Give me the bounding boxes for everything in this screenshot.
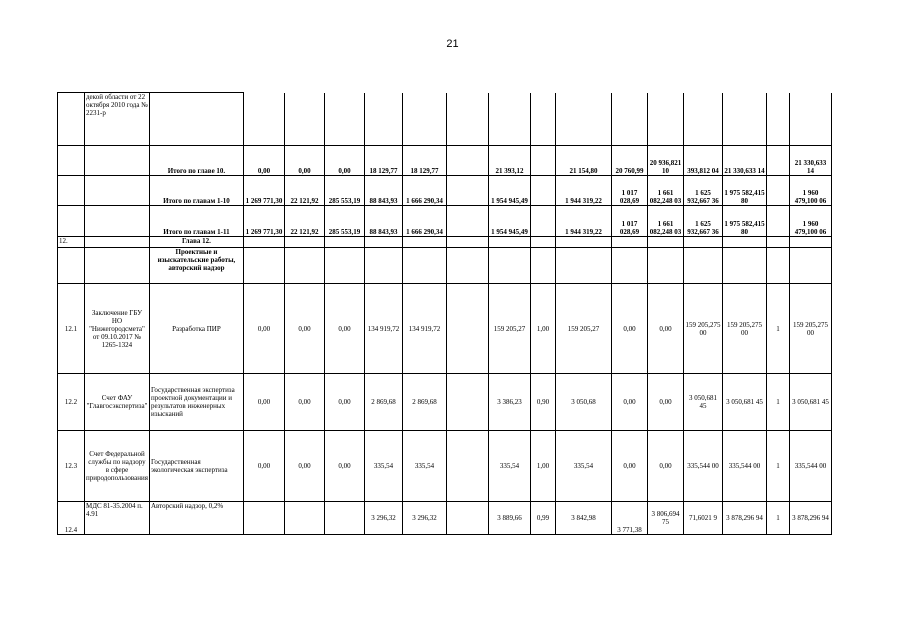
cell (766, 146, 789, 176)
cell (402, 248, 446, 284)
cell-name: Государственная экологическая экспертиза (149, 431, 243, 502)
cell: 1 960 479,100 06 (789, 176, 831, 206)
cell (446, 502, 488, 535)
cell (446, 237, 488, 248)
table-row (58, 284, 832, 374)
cell (766, 93, 789, 146)
cell: 2 869,68 (364, 374, 402, 431)
cell: 1 666 290,34 (402, 206, 446, 237)
cell (324, 502, 364, 535)
cell: 0,00 (324, 431, 364, 502)
cell (243, 237, 284, 248)
cell: 3 806,694 75 (647, 502, 683, 535)
table-row (58, 374, 832, 431)
total-label: Итого по главам 1-11 (149, 206, 243, 237)
cell (324, 237, 364, 248)
cell (555, 248, 611, 284)
cell (789, 237, 831, 248)
cell: 3 878,296 94 (789, 502, 831, 535)
cell (446, 374, 488, 431)
cell (611, 248, 647, 284)
cell (85, 248, 150, 284)
cell (58, 146, 85, 176)
cell: 335,544 00 (683, 431, 722, 502)
cell: 0,00 (284, 146, 324, 176)
cell: 0,90 (530, 374, 555, 431)
cell (683, 237, 722, 248)
cell: 20 936,821 10 (647, 146, 683, 176)
cell (766, 176, 789, 206)
cell: 18 129,77 (402, 146, 446, 176)
cell (530, 248, 555, 284)
cell: 71,6021 9 (683, 502, 722, 535)
cell: 1 944 319,22 (555, 176, 611, 206)
cell: 3 296,32 (402, 502, 446, 535)
cell: 18 129,77 (364, 146, 402, 176)
cell (284, 93, 324, 146)
cell (149, 93, 243, 146)
cell: 1 975 582,415 80 (722, 206, 766, 237)
cell (647, 248, 683, 284)
cell: 3 842,98 (555, 502, 611, 535)
total-row (58, 206, 832, 237)
cell (58, 248, 85, 284)
cell (611, 237, 647, 248)
cell: 0,00 (243, 284, 284, 374)
cell: 335,54 (488, 431, 530, 502)
cell: 159 205,27 (488, 284, 530, 374)
row-number: 12.3 (58, 431, 85, 502)
cell: 0,00 (324, 146, 364, 176)
chapter-row (58, 237, 832, 248)
cell: 3 050,681 45 (722, 374, 766, 431)
cell: 1 017 028,69 (611, 176, 647, 206)
cell: 1 954 945,49 (488, 176, 530, 206)
cell (446, 248, 488, 284)
cell: 0,00 (647, 374, 683, 431)
cell (446, 206, 488, 237)
row-number: 12.4 (58, 502, 85, 535)
chapter-title: Глава 12. (149, 237, 243, 248)
cell: 1,00 (530, 284, 555, 374)
cell-name: Разработка ПИР (149, 284, 243, 374)
cell (488, 93, 530, 146)
cell: 1 960 479,100 06 (789, 206, 831, 237)
cell: 1 017 028,69 (611, 206, 647, 237)
section-subtitle: Проектные и изыскательские работы, авторский надзор (149, 248, 243, 284)
cell (58, 93, 85, 146)
cell-basis: МДС 81-35.2004 п. 4.91 (85, 502, 150, 535)
cell-basis: Счет Федеральной службы по надзору в сфере природопользования (85, 431, 150, 502)
cell: 1 661 082,248 03 (647, 176, 683, 206)
cell: 1 666 290,34 (402, 176, 446, 206)
cell (766, 237, 789, 248)
estimate-table (57, 92, 832, 535)
total-label: Итого по главам 1-10 (149, 176, 243, 206)
cell (647, 93, 683, 146)
row-number: 12.1 (58, 284, 85, 374)
cell: 159 205,275 00 (722, 284, 766, 374)
cell: 2 869,68 (402, 374, 446, 431)
cell (284, 237, 324, 248)
cell (530, 146, 555, 176)
cell: 1 (766, 502, 789, 535)
cell: 0,99 (530, 502, 555, 535)
cell (555, 93, 611, 146)
cell (243, 93, 284, 146)
cell: 0,00 (647, 284, 683, 374)
cell (85, 176, 150, 206)
cell: 1 661 082,248 03 (647, 206, 683, 237)
cell (766, 248, 789, 284)
cell: 1 944 319,22 (555, 206, 611, 237)
cell (402, 237, 446, 248)
cell: 0,00 (284, 431, 324, 502)
cell (324, 248, 364, 284)
cell (446, 431, 488, 502)
cell: 0,00 (284, 374, 324, 431)
cell: 3 050,681 45 (789, 374, 831, 431)
cell (789, 248, 831, 284)
cell: 3 296,32 (364, 502, 402, 535)
cell: 0,00 (611, 431, 647, 502)
cell (488, 248, 530, 284)
cell: 1 954 945,49 (488, 206, 530, 237)
chapter-number: 12. (58, 237, 85, 248)
cell: 335,544 00 (789, 431, 831, 502)
cell: 1 625 932,667 36 (683, 176, 722, 206)
cell: 393,812 04 (683, 146, 722, 176)
total-row (58, 146, 832, 176)
cell (284, 248, 324, 284)
cell: 0,00 (647, 431, 683, 502)
cell (446, 146, 488, 176)
cell: 0,00 (284, 284, 324, 374)
cell (766, 206, 789, 237)
total-label: Итого по главе 10. (149, 146, 243, 176)
subtitle-row (58, 248, 832, 284)
cell: 285 553,19 (324, 176, 364, 206)
cell (555, 237, 611, 248)
cell: 21 393,12 (488, 146, 530, 176)
cell (243, 502, 284, 535)
cell (85, 237, 150, 248)
cell (530, 93, 555, 146)
cell: 3 386,23 (488, 374, 530, 431)
cell: 3 878,296 94 (722, 502, 766, 535)
cell (85, 206, 150, 237)
table-row (58, 431, 832, 502)
cell: 3 050,68 (555, 374, 611, 431)
cell: 134 919,72 (402, 284, 446, 374)
cell: 22 121,92 (284, 176, 324, 206)
cell (446, 284, 488, 374)
cell (722, 248, 766, 284)
row-number: 12.2 (58, 374, 85, 431)
cell: 134 919,72 (364, 284, 402, 374)
cell: 88 843,93 (364, 176, 402, 206)
cell: 1 (766, 431, 789, 502)
cell: 0,00 (243, 146, 284, 176)
cell: 1 975 582,415 80 (722, 176, 766, 206)
cell: 21 330,633 14 (722, 146, 766, 176)
cell (85, 146, 150, 176)
cell-basis: декой области от 22 октября 2010 года № 2231-р (85, 93, 150, 146)
cell (402, 93, 446, 146)
cell: 159 205,27 (555, 284, 611, 374)
cell: 1 269 771,30 (243, 206, 284, 237)
cell: 0,00 (611, 284, 647, 374)
cell: 159 205,275 00 (789, 284, 831, 374)
cell: 1 (766, 284, 789, 374)
cell (58, 206, 85, 237)
cell-name: Государственная экспертиза проектной документации и результатов инженерных изысканий (149, 374, 243, 431)
cell: 0,00 (324, 284, 364, 374)
table-row (58, 502, 832, 535)
cell (364, 93, 402, 146)
cell: 88 843,93 (364, 206, 402, 237)
cell: 1 625 932,667 36 (683, 206, 722, 237)
cell: 335,54 (364, 431, 402, 502)
cell: 21 330,633 14 (789, 146, 831, 176)
cell (488, 237, 530, 248)
cell (530, 237, 555, 248)
cell: 0,00 (611, 374, 647, 431)
cell-basis: Счет ФАУ "Главгосэкспертиза" (85, 374, 150, 431)
cell (324, 93, 364, 146)
cell: 3 050,681 45 (683, 374, 722, 431)
cell: 21 154,80 (555, 146, 611, 176)
cell (58, 176, 85, 206)
cell (446, 176, 488, 206)
cell (364, 237, 402, 248)
cell (530, 206, 555, 237)
cell: 285 553,19 (324, 206, 364, 237)
cell (647, 237, 683, 248)
cell: 335,544 00 (722, 431, 766, 502)
cell: 3 771,38 (611, 502, 647, 535)
cell: 0,00 (324, 374, 364, 431)
table-row (58, 93, 832, 146)
cell: 3 889,66 (488, 502, 530, 535)
cell (789, 93, 831, 146)
cell (243, 248, 284, 284)
cell (530, 176, 555, 206)
cell (364, 248, 402, 284)
cell (683, 248, 722, 284)
cell (683, 93, 722, 146)
cell: 1 (766, 374, 789, 431)
cell: 1 269 771,30 (243, 176, 284, 206)
total-row (58, 176, 832, 206)
cell: 335,54 (555, 431, 611, 502)
page-number: 21 (446, 38, 459, 50)
cell (284, 502, 324, 535)
cell (611, 93, 647, 146)
cell-basis: Заключение ГБУ НО "Нижегородсмета" от 09.10.2017 № 1265-1324 (85, 284, 150, 374)
cell (722, 237, 766, 248)
cell: 20 760,99 (611, 146, 647, 176)
cell: 1,00 (530, 431, 555, 502)
cell: 159 205,275 00 (683, 284, 722, 374)
cell: 0,00 (243, 431, 284, 502)
cell: 335,54 (402, 431, 446, 502)
cell (722, 93, 766, 146)
cell-name: Авторский надзор, 0,2% (149, 502, 243, 535)
cell: 22 121,92 (284, 206, 324, 237)
cell (446, 93, 488, 146)
cell: 0,00 (243, 374, 284, 431)
